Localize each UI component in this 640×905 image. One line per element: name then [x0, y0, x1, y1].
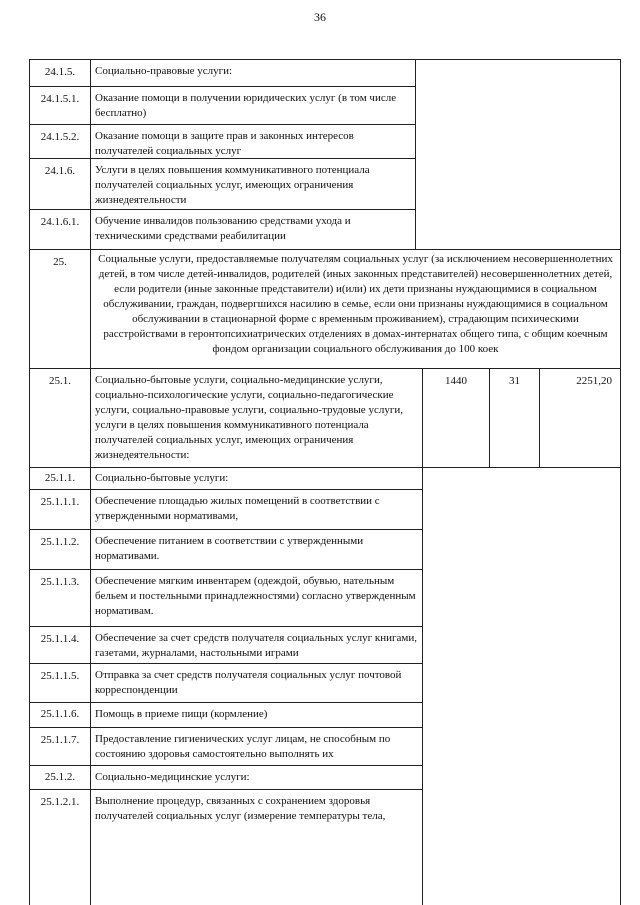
col-divider-text: [422, 467, 423, 905]
row-text: Выполнение процедур, связанных с сохранением здоровья получателей социальных услуг (измерение температуры тела,: [95, 795, 386, 822]
row-code: 25.1.1.4.: [40, 633, 80, 645]
row-text: Социально-правовые услуги:: [95, 65, 233, 77]
row-code: 24.1.5.2.: [40, 131, 80, 143]
row-text: Социально-бытовые услуги, социально-медицинские услуги, социально-психологические услуги, социально-педагогические услуги, социально-правовые услуги, социально-трудовые услуги, услуги в целях повышения коммуникативного потенциала получателей социальных услуг, имеющих ограничения жизнедеятельности:: [95, 374, 403, 461]
row-text: Обеспечение площадью жилых помещений в соответствии с утвержденными нормативами,: [95, 495, 380, 522]
row-code: 25.1.1.3.: [40, 576, 80, 588]
row-text: Обучение инвалидов пользованию средствами ухода и техническими средствами реабилитации: [95, 215, 351, 242]
value-cell: 31: [509, 375, 520, 387]
row-text: Помощь в приеме пищи (кормление): [95, 708, 268, 720]
row-text: Социально-медицинские услуги:: [95, 771, 250, 783]
value-cell: 2251,20: [576, 375, 612, 387]
services-table: [29, 59, 621, 905]
row-code: 24.1.5.1.: [40, 93, 80, 105]
row-code: 25.1.1.1.: [40, 496, 80, 508]
row-code: 25.1.2.: [44, 771, 76, 783]
row-text: Обеспечение питанием в соответствии с утвержденными нормативами.: [95, 535, 364, 562]
section-code: 25.: [53, 256, 67, 268]
row-code: 25.1.1.2.: [40, 536, 80, 548]
row-text: Предоставление гигиенических услуг лицам, не способным по состоянию здоровья самостоятельно выполнять их: [95, 733, 391, 760]
row-code: 24.1.5.: [44, 66, 76, 78]
row-text: Услуги в целях повышения коммуникативного потенциала получателей социальных услуг, имеющих ограничения жизнедеятельности: [95, 164, 370, 206]
row-code: 24.1.6.1.: [40, 216, 80, 228]
row-text: Обеспечение мягким инвентарем (одеждой, обувью, нательным бельем и постельными принадлежностями) согласно утвержденным нормативам.: [95, 575, 416, 617]
row-code: 25.1.1.5.: [40, 670, 80, 682]
value-cell: 1440: [445, 375, 467, 387]
row-code: 25.1.1.: [44, 472, 76, 484]
table-border-right: [620, 59, 621, 905]
row-code: 24.1.6.: [44, 165, 76, 177]
page-number: 36: [314, 10, 326, 24]
row-code: 25.1.1.6.: [40, 708, 80, 720]
col-divider-text: [415, 59, 416, 249]
row-code: 25.1.: [49, 375, 71, 387]
row-text: Оказание помощи в защите прав и законных интересов получателей социальных услуг: [95, 130, 354, 157]
row-text: Отправка за счет средств получателя социальных услуг почтовой корреспонденции: [95, 669, 402, 696]
row-code: 25.1.1.7.: [40, 734, 80, 746]
row-text: Обеспечение за счет средств получателя социальных услуг книгами, газетами, журналами, настольными играми: [95, 632, 417, 659]
section-title: Социальные услуги, предоставляемые получателям социальных услуг (за исключением несовершеннолетних детей, в том числе детей-инвалидов, родителей (иных законных представителей) несовершеннолетних детей, если родители (иные законные представители) и(или) их дети признаны нуждающимися в социальном обслуживании, граждан, подвергшихся насилию в семье, если они признаны нуждающимися в социальном обслуживании в стационарной форме с временным проживанием), страдающим психическими расстройствами в геронтопсихиатрических отделениях в домах-интернатах общего типа, с общим коечным фондом организации социального обслуживания до 100 коек: [98, 253, 613, 355]
row-text: Оказание помощи в получении юридических услуг (в том числе бесплатно): [95, 92, 397, 119]
row-text: Социально-бытовые услуги:: [95, 472, 229, 484]
row-code: 25.1.2.1.: [40, 796, 80, 808]
